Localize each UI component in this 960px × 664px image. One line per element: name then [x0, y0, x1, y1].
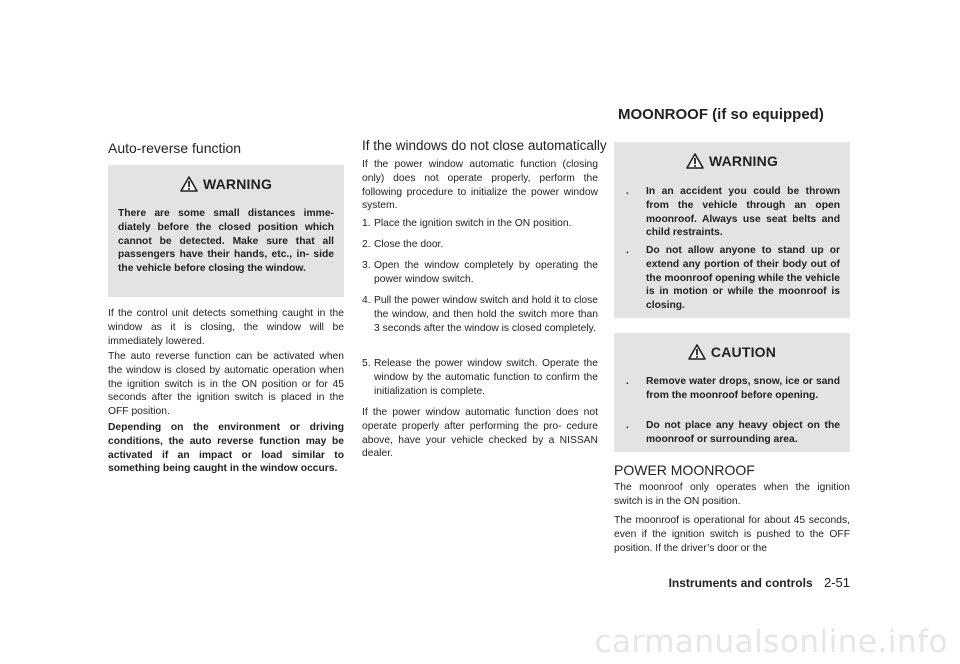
paragraph-outro: If the power window automatic function does not operate properly after performing the pro- cedure above, have your vehicle checked by a NISSAN dealer. [362, 407, 598, 460]
step-number: 4. [362, 295, 371, 306]
warning-triangle-icon [686, 153, 704, 169]
warning-bullet [626, 244, 840, 314]
step-text: Open the window completely by operating the power window switch. [374, 260, 598, 285]
footer-section-name: Instruments and controls [668, 576, 813, 590]
warning-title: WARNING [202, 176, 273, 192]
watermark-text: carmanualsonline.info [594, 624, 948, 660]
caution-bullet [626, 375, 840, 417]
bullet-text: Do not place any heavy object on the moonroof or surrounding area. [646, 420, 840, 445]
step-number: 3. [362, 260, 371, 271]
bullet-text: Remove water drops, snow, ice or sand from the moonroof before opening. [646, 376, 840, 401]
paragraph-auto-reverse-activation: The auto reverse function can be activated when the window is closed by automatic operation when the ignition switch is in the ON position or for 45 seconds after the ignition switch is placed in the OFF position. [108, 351, 344, 418]
step-number: 1. [362, 218, 371, 229]
paragraph-moonroof-operational: The moonroof is operational for about 45 seconds, even if the ignition switch is pushed to the OFF position. If the driver’s door or the [614, 515, 850, 554]
paragraph-control-unit: If the control unit detects something caught in the window as it is closing, the window will be immediately lowered. [108, 308, 344, 347]
auto-reverse-warning-box [108, 165, 344, 297]
page-number: 2-51 [823, 575, 850, 590]
bullet-marker: . [626, 376, 629, 387]
bullet-text: Do not allow anyone to stand up or extend any portion of their body out of the moonroof opening while the vehicle is in motion or while the moonroof is closing. [646, 245, 840, 312]
warning-triangle-icon [688, 344, 706, 360]
warning-title: WARNING [708, 153, 779, 169]
caution-bullet [626, 419, 840, 447]
caution-title: CAUTION [710, 344, 777, 360]
step-number: 5. [362, 358, 371, 369]
paragraph-auto-reverse-conditions: Depending on the environment or driving conditions, the auto reverse function may be activated if an impact or load similar to something being caught in the window occurs. [108, 422, 344, 475]
step-text: Close the door. [374, 239, 444, 250]
moonroof-section-title: MOONROOF (if so equipped) [618, 106, 824, 123]
warning-triangle-icon [180, 176, 198, 192]
windows-not-close-heading: If the windows do not close automatically [362, 138, 607, 153]
auto-reverse-heading: Auto-reverse function [108, 140, 242, 156]
step-text: Place the ignition switch in the ON position. [374, 218, 572, 229]
moonroof-caution-box [614, 333, 850, 452]
moonroof-warning-box [614, 142, 850, 318]
warning-bullet [626, 185, 840, 241]
paragraph-moonroof-operates: The moonroof only operates when the ignition switch is in the ON position. [614, 482, 850, 507]
bullet-text: In an accident you could be thrown from the vehicle through an open moonroof. Always use seat belts and child restraints. [646, 186, 840, 239]
bullet-marker: . [626, 245, 629, 256]
warning-header [614, 150, 850, 172]
page-footer [669, 575, 850, 590]
bullet-marker: . [626, 420, 629, 431]
paragraph-intro: If the power window automatic function (closing only) does not operate properly, perform the following procedure to initialize the power window system. [362, 159, 598, 212]
step-number: 2. [362, 239, 371, 250]
warning-text: There are some small distances imme- diately before the closed position which cannot be detected. Make sure that all passengers have their hands, etc., in- side the vehicle before closing the window. [118, 208, 334, 275]
caution-header [614, 341, 850, 363]
step-text: Release the power window switch. Operate the window by the automatic function to confirm the initialization is complete. [374, 358, 598, 397]
warning-header [108, 173, 344, 195]
watermark-bar [0, 620, 960, 664]
step-text: Pull the power window switch and hold it to close the window, and then hold the switch more than 3 seconds after the window is closed completely. [374, 295, 598, 334]
bullet-marker: . [626, 186, 629, 197]
power-moonroof-heading: POWER MOONROOF [614, 462, 755, 478]
